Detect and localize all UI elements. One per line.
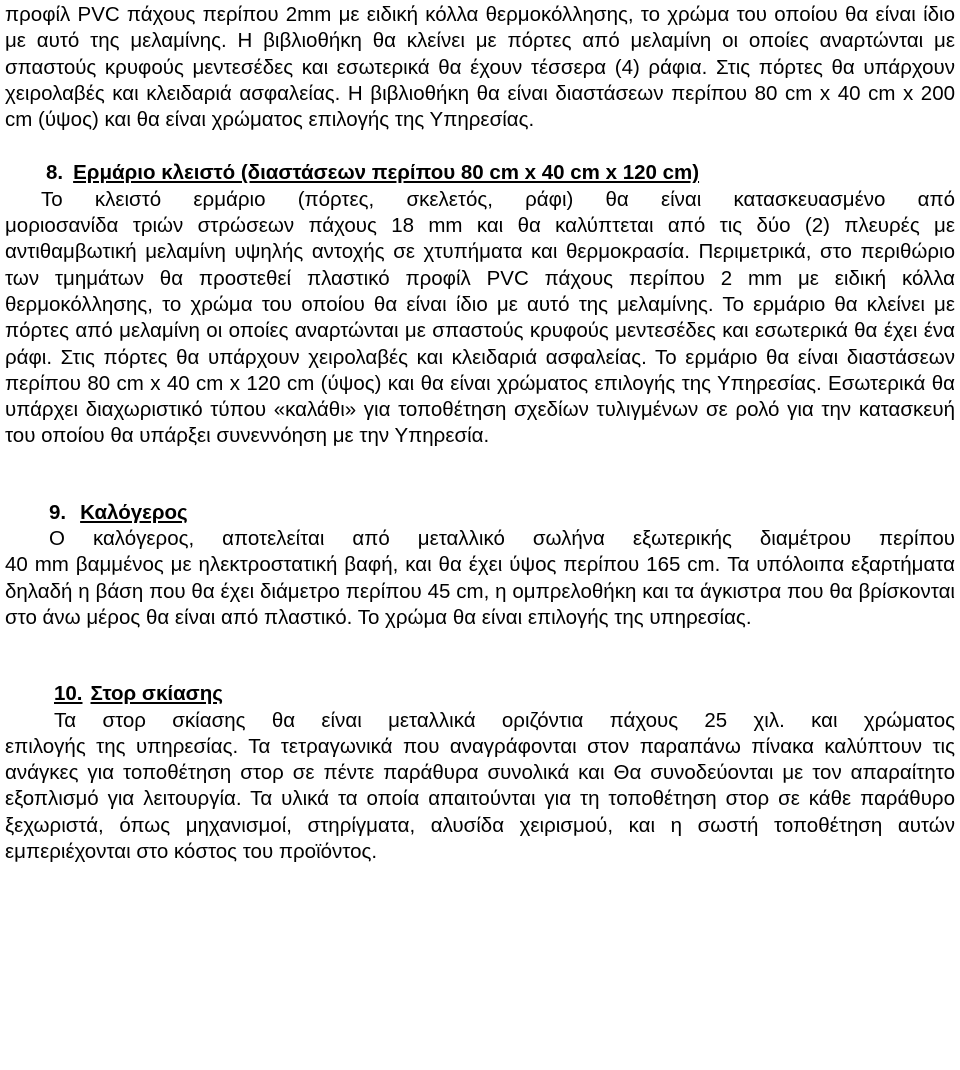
section-heading [5, 681, 955, 707]
section-9 [5, 500, 955, 631]
section-first-line: Τα στορ σκίασης θα είναι μεταλλικά οριζόντια πάχους 25 χιλ. και χρώματος [54, 708, 955, 732]
section-title: Καλόγερος [80, 500, 188, 524]
section-8 [5, 160, 955, 449]
section-first-line: Ο καλόγερος, αποτελείται από μεταλλικό σωλήνα εξωτερικής διαμέτρου περίπου [49, 527, 955, 551]
section-number: 9. [49, 500, 67, 524]
section-number: 8. [46, 161, 64, 185]
section-heading [5, 160, 955, 186]
section-10 [5, 681, 955, 865]
section-title: Στορ σκίασης [90, 682, 223, 706]
section-heading [5, 500, 955, 526]
section-body: μοριοσανίδα τριών στρώσεων πάχους 18 mm και θα καλύπτεται από τις δύο (2) πλευρές με αντιθαμβωτική μελαμίνη υψηλής αντοχής σε χτυπήματα και θερμοκρασία. Περιμετρικά, στο περιθώριο των τμημάτων θα προστεθεί πλαστικό προφίλ PVC πάχους περίπου 2 mm με ειδική κόλλα θερμοκόλλησης, το χρώμα του οποίου θα είναι ίδιο με αυτό της μελαμίνης. Το ερμάριο θα κλείνει με πόρτες από μελαμίνη οι οποίες αναρτώνται με σπαστούς κρυφούς μεντεσέδες και εσωτερικά θα έχει ένα ράφι. Στις πόρτες θα υπάρχουν χειρολαβές και κλειδαριά ασφαλείας. Το ερμάριο θα είναι διαστάσεων περίπου 80 cm x 40 cm x 120 cm (ύψος) και θα είναι χρώματος επιλογής της Υπηρεσίας. Εσωτερικά θα υπάρχει διαχωριστικό τύπου «καλάθι» για τοποθέτηση σχεδίων τυλιγμένων σε ρολό για την κατασκευή του οποίου θα υπάρξει συνεννόηση με την Υπηρεσία. [5, 214, 955, 448]
document-page [5, 0, 955, 865]
intro-paragraph: προφίλ PVC πάχους περίπου 2mm με ειδική κόλλα θερμοκόλλησης, το χρώμα του οποίου θα είναι ίδιο με αυτό της μελαμίνης. Η βιβλιοθήκη θα κλείνει με πόρτες από μελαμίνη οι οποίες αναρτώνται με σπαστούς κρυφούς μεντεσέδες και εσωτερικά θα έχουν τέσσερα (4) ράφια. Στις πόρτες θα υπάρχουν χειρολαβές και κλειδαριά ασφαλείας. Η βιβλιοθήκη θα είναι διαστάσεων περίπου 80 cm x 40 cm x 200 cm (ύψος) και θα είναι χρώματος επιλογής της Υπηρεσίας. [5, 3, 955, 132]
section-number: 10. [54, 682, 83, 706]
section-body: επιλογής της υπηρεσίας. Τα τετραγωνικά που αναγράφονται στον παραπάνω πίνακα καλύπτουν τις ανάγκες για τοποθέτηση στορ σε πέντε παράθυρα συνολικά και Θα συνοδεύονται με τον απαραίτητο εξοπλισμό για λειτουργία. Τα υλικά τα οποία απαιτoύνται για τη τοποθέτηση στορ σε κάθε παράθυρο ξεχωριστά, όπως μηχανισμοί, στηρίγματα, αλυσίδα χειρισμού, και η σωστή τοποθέτηση αυτών εμπεριέχονται στο κόστος του προϊόντος. [5, 734, 955, 864]
section-body: 40 mm βαμμένος με ηλεκτροστατική βαφή, και θα έχει ύψος περίπου 165 cm. Τα υπόλοιπα εξαρτήματα δηλαδή η βάση που θα έχει διάμετρο περίπου 45 cm, η ομπρελοθήκη και τα άγκιστρα που θα βρίσκονται στο άνω μέρος θα είναι από πλαστικό. Το χρώμα θα είναι επιλογής της υπηρεσίας. [5, 553, 955, 629]
section-first-line: Το κλειστό ερμάριο (πόρτες, σκελετός, ράφι) θα είναι κατασκευασμένο από [41, 187, 955, 211]
section-title: Ερμάριο κλειστό (διαστάσεων περίπου 80 cm x 40 cm x 120 cm) [73, 161, 700, 185]
